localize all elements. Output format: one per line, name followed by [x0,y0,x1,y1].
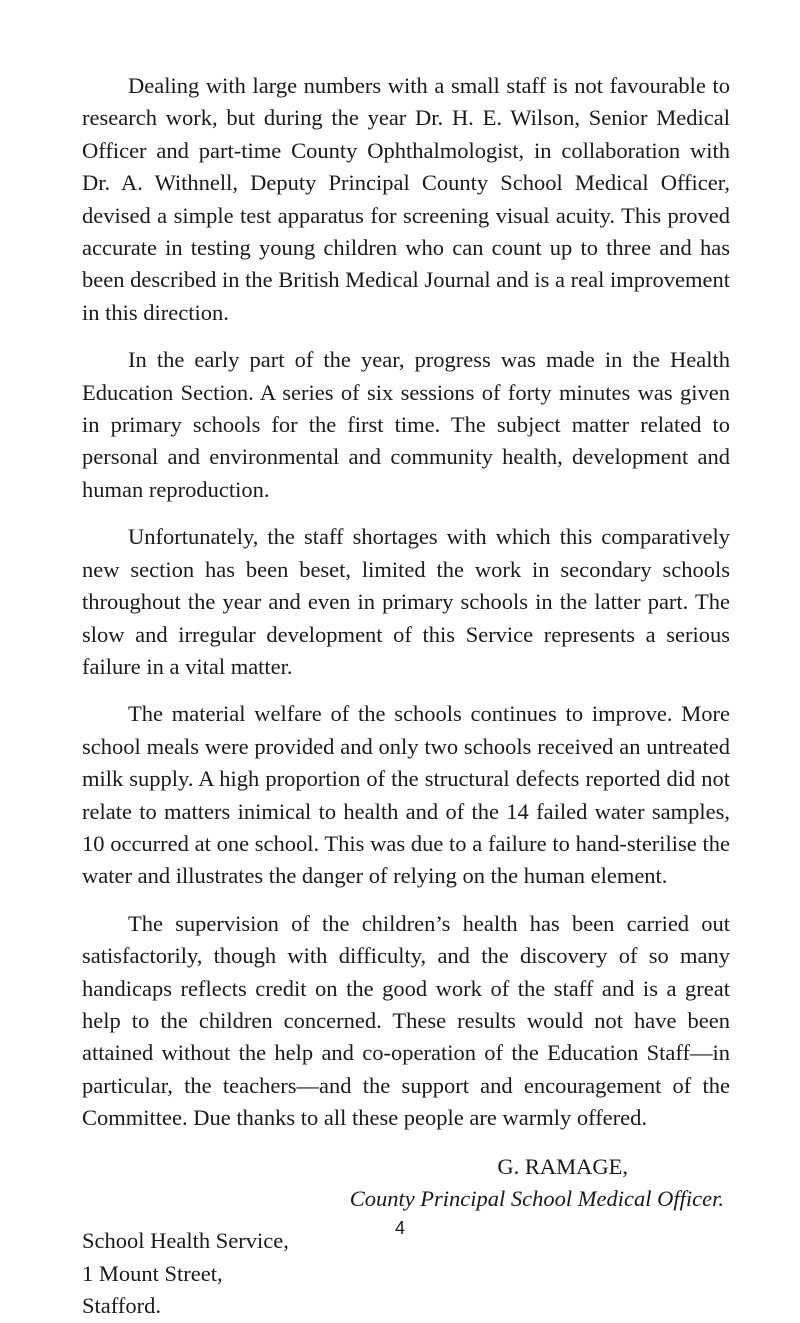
address-line-1: School Health Service, [82,1228,289,1254]
paragraph-research: Dealing with large numbers with a small staff is not favourable to research work, but during the year Dr. H. E. Wilson, Senior Medical Officer and part-time County Ophthalmologist, in collaboration with Dr. A. Withnell, Deputy Principal County School Medical Officer, devised a simple test apparatus for screening visual acuity. This proved accurate in testing young children who can count up to three and has been described in the British Medical Journal and is a real improvement in this direction. [82,73,730,325]
address-line-3: Stafford. [82,1293,161,1319]
page-number: 4 [394,1218,405,1238]
address-block [82,1225,730,1322]
body-text [82,70,730,1323]
paragraph-staff-shortages: Unfortunately, the staff shortages with which this comparatively new section has been beset, limited the work in secondary schools throughout the year and even in primary schools in the latter part. The slow and irregular development of this Service represents a serious failure in a vital matter. [82,524,730,679]
signatory-name: G. RAMAGE, [497,1153,628,1179]
paragraph-supervision: The supervision of the children’s health has been carried out satisfactorily, though with difficulty, and the discovery of so many handicaps reflects credit on the good work of the staff and is a great help to the children concerned. These results would not have been attained without the help and co-operation of the Education Staff—in particular, the teachers—and the support and encouragement of the Committee. Due thanks to all these people are warmly offered. [82,910,730,1131]
address-line-2: 1 Mount Street, [82,1260,223,1286]
signatory-title: County Principal School Medical Officer. [349,1186,724,1211]
paragraph-health-education: In the early part of the year, progress was made in the Health Education Section. A series of six sessions of forty minutes was given in primary schools for the first time. The subject matter related to personal and environmental and community health, development and human reproduction. [82,347,730,502]
paragraph-material-welfare: The material welfare of the schools continues to improve. More school meals were provided and only two schools received an untreated milk supply. A high proportion of the structural defects reported did not relate to matters inimical to health and of the 14 failed water samples, 10 occurred at one school. This was due to a failure to hand-sterilise the water and illustrates the danger of relying on the human element. [82,701,730,889]
signature-block [82,1151,730,1216]
